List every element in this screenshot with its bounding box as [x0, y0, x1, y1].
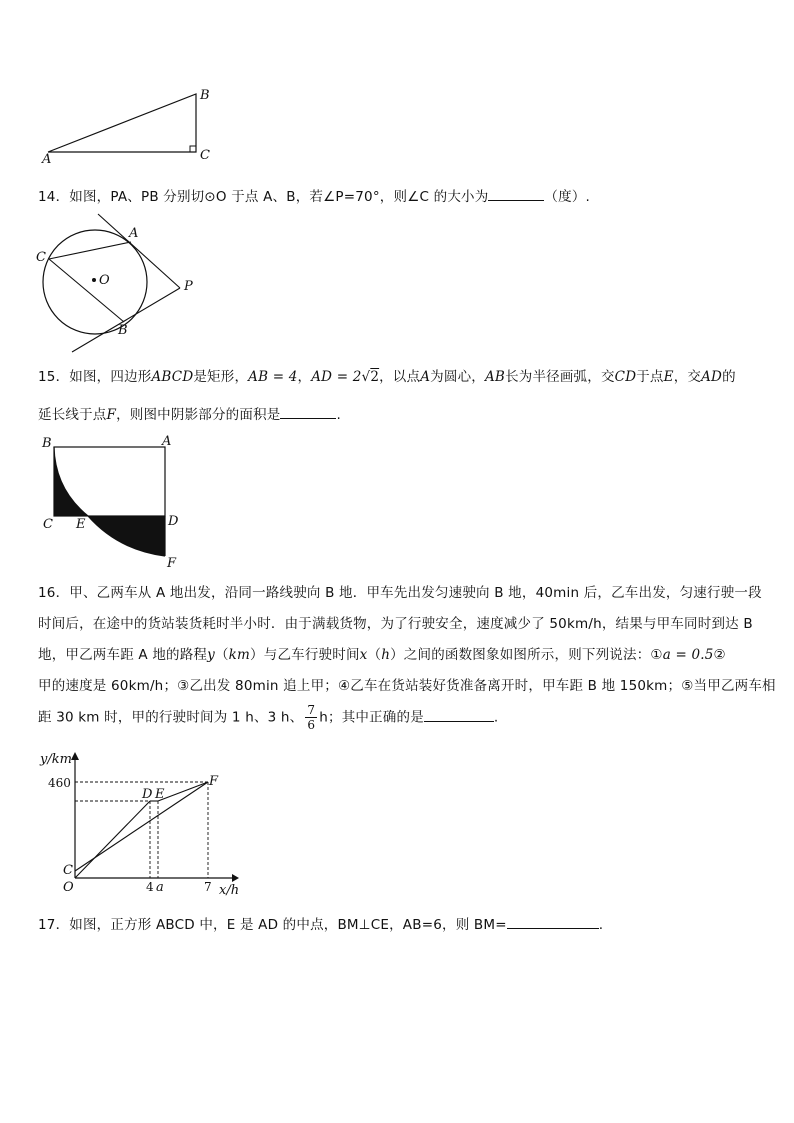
q14-label-o: O [99, 273, 110, 288]
q15-text: 于点 [636, 369, 664, 385]
q14-text-end: （度）. [544, 189, 591, 205]
origin-label: O [63, 880, 74, 895]
x-axis-label: x/h [219, 883, 240, 898]
q15-text: ，以点 [379, 369, 421, 385]
q15-question-line-2 [38, 404, 341, 425]
q13-label-b: B [200, 88, 210, 103]
q16-text: ② [713, 647, 726, 663]
point-d-label: D [142, 787, 153, 802]
q16-h: h [381, 647, 391, 663]
q15-ab-eq: AB = 4 [248, 369, 298, 385]
q16-km: km [228, 647, 251, 663]
q14-label-b: B [118, 323, 128, 338]
q14-question-text [38, 186, 590, 207]
q14-text-before: 14．如图，PA、PB 分别切 [38, 189, 205, 205]
q16-function-graph [36, 748, 256, 896]
answer-blank[interactable] [507, 914, 599, 929]
q16-x-var: x [359, 647, 368, 663]
q15-point-f: F [106, 407, 117, 423]
q16-question-line-4: 甲的速度是 60km/h；③乙出发 80min 追上甲；④乙车在货站装好货准备离开时，甲车距 B 地 150km；⑤当甲乙两车相 [38, 678, 776, 694]
q15-ad-eq: AD = 2 [311, 369, 362, 385]
answer-blank[interactable] [280, 404, 336, 419]
q15-text: 15．如图，四边形 [38, 369, 152, 385]
q16-text: ）之间的函数图象如图所示，则下列说法：① [390, 647, 663, 663]
x-tick-a: a [156, 880, 164, 895]
q15-text: 的 [722, 369, 736, 385]
q14-label-a: A [129, 226, 139, 241]
q15-label-c: C [43, 517, 53, 532]
q15-rectangle-arc-figure [38, 432, 198, 572]
q15-point-e: E [663, 369, 674, 385]
q14-label-p: P [184, 279, 193, 294]
q14-circle-tangent-figure [30, 212, 210, 357]
q15-text: 是矩形， [193, 369, 249, 385]
q16-question-line-2: 时间后，在途中的货站装货耗时半小时．由于满载货物，为了行驶安全，速度减少了 50km/h，结果与甲车同时到达 B [38, 616, 753, 632]
q16-question-line-1: 16．甲、乙两车从 A 地出发，沿同一路线驶向 B 地．甲车先出发匀速驶向 B 地，40min 后，乙车出发，匀速行驶一段 [38, 585, 762, 601]
q16-text: 地，甲乙两车距 A 地的路程 [38, 647, 208, 663]
point-c-label: C [63, 863, 73, 878]
answer-blank[interactable] [424, 707, 494, 722]
q16-text: . [493, 709, 499, 726]
q16-question-line-3 [38, 645, 726, 665]
q15-label-f: F [167, 556, 177, 571]
point-f-label: F [209, 774, 219, 789]
q16-question-line-5 [38, 703, 498, 732]
q15-text: ， [297, 369, 312, 385]
y-tick-460: 460 [48, 776, 71, 790]
answer-blank[interactable] [488, 186, 544, 201]
q15-abcd: ABCD [151, 369, 194, 385]
y-axis-label: y/km [40, 752, 72, 767]
fraction-7-6 [305, 703, 317, 732]
q15-label-a: A [162, 434, 172, 449]
q15-question-line-1: 15．如图，四边形ABCD是矩形，AB = 4，AD = 2√2，以点A为圆心，AB长为半径画弧，交CD于点E，交AD的 [38, 369, 736, 385]
q16-y-var: y [207, 647, 215, 663]
q16-text: ）与乙车行驶时间 [250, 647, 360, 663]
x-tick-7: 7 [204, 880, 212, 894]
q15-label-e: E [76, 517, 86, 532]
q17-text: 17．如图，正方形 ABCD 中，E 是 AD 的中点，BM⊥CE，AB=6，则 BM= [38, 917, 507, 933]
x-tick-4: 4 [146, 880, 154, 894]
frac-denominator: 6 [307, 718, 316, 732]
q15-text: 为圆心， [430, 369, 485, 385]
q15-label-d: D [168, 514, 179, 529]
point-e-label: E [155, 787, 165, 802]
q14-label-c: C [36, 250, 46, 265]
q15-ab: AB [484, 369, 506, 385]
q14-text-after: O 于点 A、B，若∠P=70°，则∠C 的大小为 [215, 189, 489, 205]
q15-text: 长为半径画弧，交 [505, 369, 615, 385]
q16-text: （ [367, 647, 382, 663]
q15-sqrt-value: 2 [370, 369, 380, 385]
q17-text: . [598, 917, 604, 933]
circle-symbol: ⊙ [204, 189, 216, 205]
q16-text: h；其中正确的是 [319, 709, 424, 726]
frac-numerator: 7 [307, 703, 316, 717]
q13-label-c: C [200, 148, 210, 163]
q15-text: ，交 [673, 369, 702, 385]
q16-a-eq: a = 0.5 [662, 647, 714, 663]
q15-label-b: B [42, 436, 52, 451]
q16-text: 距 30 km 时，甲的行驶时间为 1 h、3 h、 [38, 709, 304, 726]
q17-question-text [38, 914, 603, 935]
q15-text: ，则图中阴影部分的面积是 [116, 407, 281, 423]
q13-triangle-figure [40, 84, 220, 166]
q15-text: 延长线于点 [38, 407, 107, 423]
q16-text: （ [214, 647, 229, 663]
q13-label-a: A [42, 152, 52, 167]
q15-cd: CD [614, 369, 637, 385]
q15-point-a: A [420, 369, 431, 385]
q15-text: . [336, 407, 341, 423]
q15-ad: AD [701, 369, 723, 385]
